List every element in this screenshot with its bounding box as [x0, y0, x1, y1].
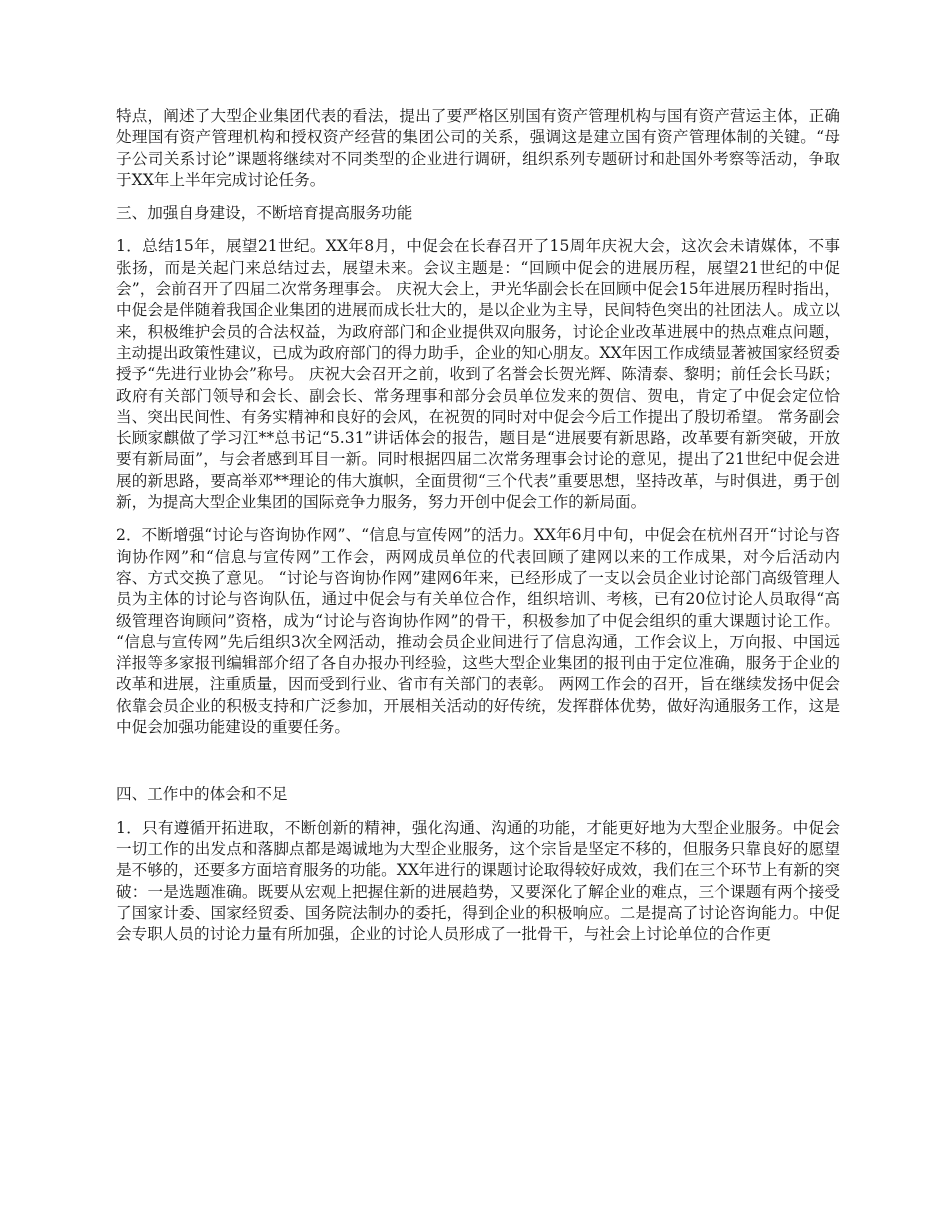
paragraph-experience: 1．只有遵循开拓进取，不断创新的精神，强化沟通、沟通的功能，才能更好地为大型企业服务。中促会一切工作的出发点和落脚点都是竭诚地为大型企业服务，这个宗旨是坚定不移的，但服务只靠良好的愿望是不够的，还要多方面培育服务的功能。XX年进行的课题讨论取得较好成效，我们在三个环节上有新的突破：一是选题准确。既要从宏观上把握住新的进展趋势，又要深化了解企业的难点，三个课题有两个接受了国家计委、国家经贸委、国务院法制办的委托，得到企业的积极响应。二是提高了讨论咨询能力。中促会专职人员的讨论力量有所加强，企业的讨论人员形成了一批骨干，与社会上讨论单位的合作更 — [116, 818, 840, 944]
document-page — [116, 106, 840, 957]
section-heading-4: 四、工作中的体会和不足 — [116, 785, 288, 804]
paragraph-two-networks: 2．不断增强“讨论与咨询协作网”、“信息与宣传网”的活力。XX年6月中旬，中促会在杭州召开“讨论与咨询协作网”和“信息与宣传网”工作会，两网成员单位的代表回顾了建网以来的工作成果，对今后活动内容、方式交换了意见。 “讨论与咨询协作网”建网6年来，已经形成了一支以会员企业讨论部门高级管理人员为主体的讨论与咨询队伍，通过中促会与有关单位合作，组织培训、考核，已有20位讨论人员取得“高级管理咨询顾问”资格，成为“讨论与咨询协作网”的骨干，积极参加了中促会组织的重大课题讨论工作。 “信息与宣传网”先后组织3次全网活动，推动会员企业间进行了信息沟通，工作会议上，万向报、中国远洋报等多家报刊编辑部介绍了各自办报办刊经验，这些大型企业集团的报刊由于定位准确，服务于企业的改革和进展，注重质量，因而受到行业、省市有关部门的表彰。 两网工作会的召开，旨在继续发扬中促会依靠会员企业的积极支持和广泛参加，开展相关活动的好传统，发挥群体优势，做好沟通服务工作，这是中促会加强功能建设的重要任务。 — [116, 526, 840, 737]
paragraph-15th-anniversary: 1．总结15年，展望21世纪。XX年8月，中促会在长春召开了15周年庆祝大会，这次会未请媒体，不事张扬，而是关起门来总结过去，展望未来。会议主题是：“回顾中促会的进展历程，展望21世纪的中促会”，会前召开了四届二次常务理事会。 庆祝大会上，尹光华副会长在回顾中促会15年进展历程时指出，中促会是伴随着我国企业集团的进展而成长壮大的，是以企业为主导，民间特色突出的社团法人。成立以来，积极维护会员的合法权益，为政府部门和企业提供双向服务，讨论企业改革进展中的热点难点问题，主动提出政策性建议，已成为政府部门的得力助手，企业的知心朋友。XX年因工作成绩显著被国家经贸委授予“先进行业协会”称号。 庆祝大会召开之前，收到了名誉会长贺光辉、陈清泰、黎明；前任会长马跃；政府有关部门领导和会长、副会长、常务理事和部分会员单位发来的贺信、贺电，肯定了中促会定位恰当、突出民间性、有务实精神和良好的会风，在祝贺的同时对中促会今后工作提出了殷切希望。 常务副会长顾家麒做了学习江**总书记“5.31”讲话体会的报告，题目是“进展要有新思路，改革要有新突破，开放要有新局面”，与会者感到耳目一新。同时根据四届二次常务理事会讨论的意见，提出了21世纪中促会进展的新思路，要高举邓**理论的伟大旗帜，全面贯彻“三个代表”重要思想，坚持改革，与时俱进，勇于创新，为提高大型企业集团的国际竞争力服务，努力开创中促会工作的新局面。 — [116, 237, 840, 512]
section-heading-3: 三、加强自身建设，不断培育提高服务功能 — [116, 204, 413, 223]
paragraph-ownership-reform: 特点，阐述了大型企业集团代表的看法，提出了要严格区别国有资产管理机构与国有资产营运主体，正确处理国有资产管理机构和授权资产经营的集团公司的关系，强调这是建立国有资产管理体制的关键。“母子公司关系讨论”课题将继续对不同类型的企业进行调研，组织系列专题研讨和赴国外考察等活动，争取于XX年上半年完成讨论任务。 — [116, 107, 840, 189]
section-spacer — [116, 750, 840, 784]
